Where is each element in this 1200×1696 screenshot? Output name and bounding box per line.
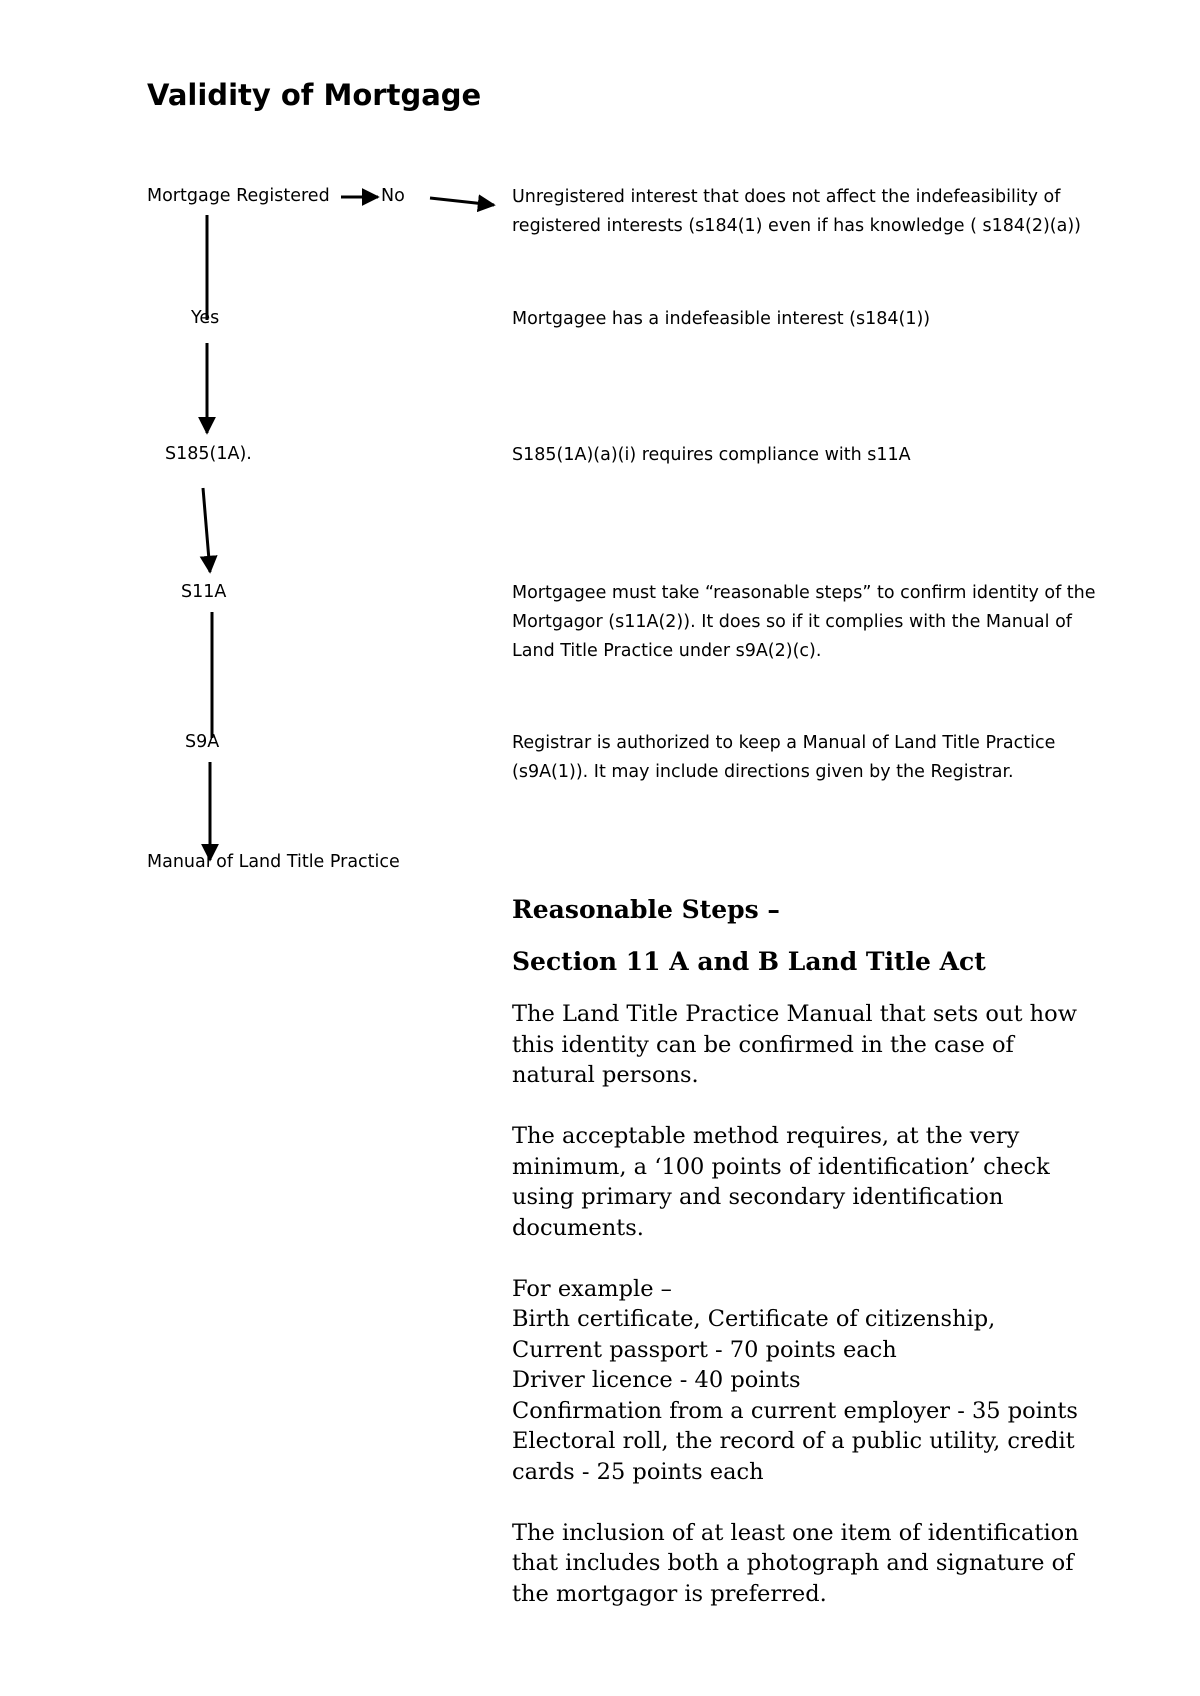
flow-no: No: [381, 186, 405, 206]
paragraph-manual: [512, 999, 1172, 1091]
text-line: The Land Title Practice Manual that sets out how: [512, 1001, 1077, 1027]
note-line: Mortgagee has a indefeasible interest (s184(1)): [512, 309, 931, 329]
text-line: Driver licence - 40 points: [512, 1367, 801, 1393]
flow-s185: S185(1A).: [165, 444, 252, 464]
flow-yes: Yes: [191, 308, 220, 328]
flow-mortgage-registered: Mortgage Registered: [147, 186, 330, 206]
note-line: Unregistered interest that does not affect the indefeasibility of: [512, 187, 1061, 207]
text-line: The inclusion of at least one item of identification: [512, 1519, 1079, 1546]
text-line: Electoral roll, the record of a public utility, credit: [512, 1428, 1075, 1454]
note-registrar: [512, 729, 1152, 787]
note-line: registered interests (s184(1) even if has knowledge ( s184(2)(a)): [512, 216, 1082, 236]
note-line: Mortgagor (s11A(2)). It does so if it complies with the Manual of: [512, 612, 1072, 632]
text-line: that includes both a photograph and signature of: [512, 1550, 1074, 1576]
text-line: Confirmation from a current employer - 35 points: [512, 1397, 1078, 1424]
flow-manual: Manual of Land Title Practice: [147, 852, 400, 872]
paragraph-examples: [512, 1274, 1172, 1488]
flow-s11a: S11A: [181, 582, 227, 602]
arrow-no-to-unregistered: [430, 198, 494, 205]
text-line: Current passport - 70 points each: [512, 1336, 897, 1363]
page-title: Validity of Mortgage: [147, 78, 482, 112]
text-line: For example –: [512, 1275, 672, 1302]
text-line: using primary and secondary identification: [512, 1184, 1004, 1210]
note-indefeasible: [512, 305, 1152, 334]
section-heading-2: Section 11 A and B Land Title Act: [512, 947, 986, 976]
text-line: documents.: [512, 1214, 644, 1241]
paragraph-inclusion: [512, 1518, 1172, 1610]
text-line: minimum, a ‘100 points of identification’ check: [512, 1153, 1050, 1180]
note-reasonable-steps: [512, 579, 1152, 666]
text-line: this identity can be confirmed in the case of: [512, 1031, 1014, 1058]
flow-s9a: S9A: [185, 732, 220, 752]
paragraph-method: [512, 1121, 1172, 1243]
text-line: the mortgagor is preferred.: [512, 1580, 827, 1607]
text-line: Birth certificate, Certificate of citizenship,: [512, 1306, 996, 1332]
section-body: [512, 999, 1172, 1609]
section-heading-1: Reasonable Steps –: [512, 895, 780, 924]
reasonable-steps-section: [512, 893, 1172, 1640]
note-line: Land Title Practice under s9A(2)(c).: [512, 641, 822, 661]
text-line: The acceptable method requires, at the very: [512, 1123, 1020, 1149]
note-s185-compliance: [512, 441, 1152, 470]
text-line: cards - 25 points each: [512, 1458, 764, 1485]
arrow-s185-to-s11a: [203, 488, 210, 572]
note-line: Mortgagee must take “reasonable steps” to confirm identity of the: [512, 583, 1096, 603]
text-line: natural persons.: [512, 1062, 699, 1088]
note-line: S185(1A)(a)(i) requires compliance with s11A: [512, 445, 911, 465]
note-unregistered: [512, 183, 1152, 241]
note-line: (s9A(1)). It may include directions given by the Registrar.: [512, 762, 1014, 782]
note-line: Registrar is authorized to keep a Manual of Land Title Practice: [512, 733, 1056, 753]
